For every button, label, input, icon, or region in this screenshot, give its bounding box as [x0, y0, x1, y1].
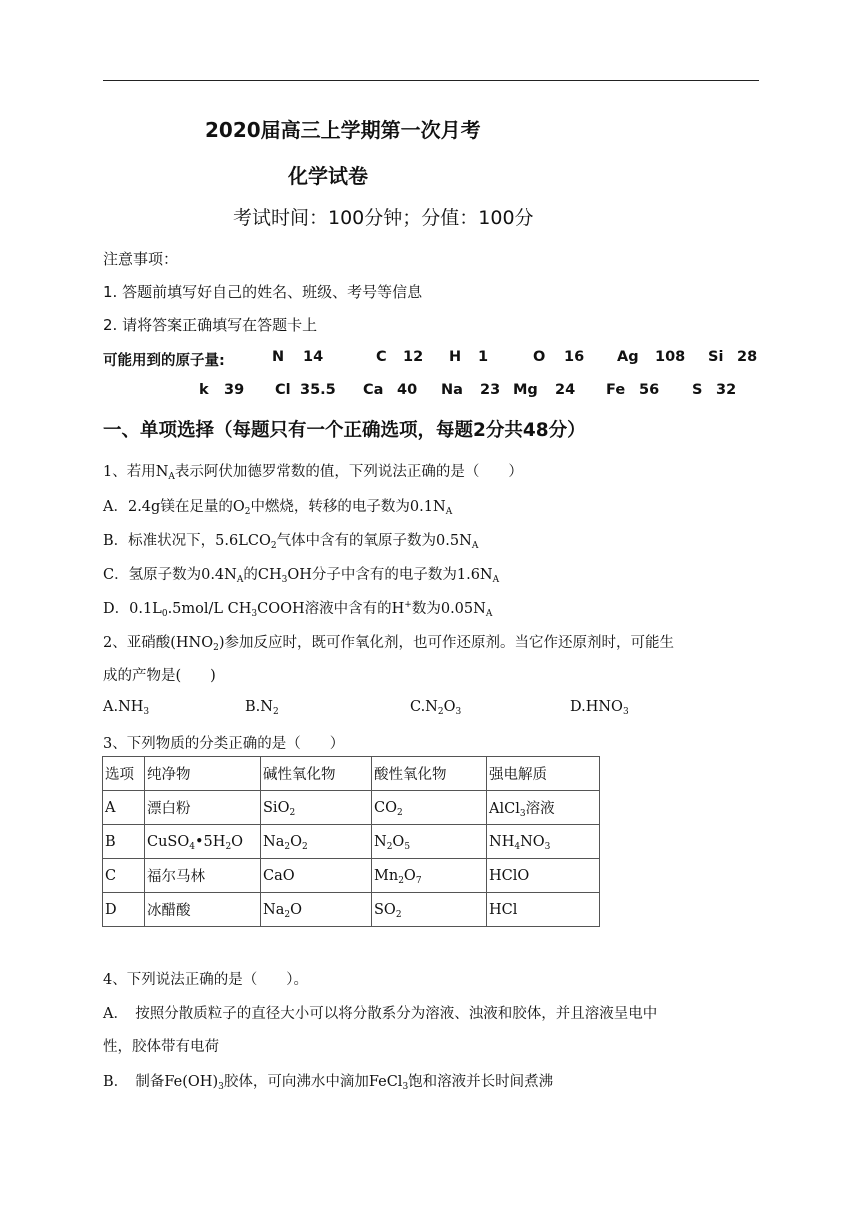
q2-stem-line1: 2、亚硝酸$(HNO_2)$参加反应时，既可作氧化剂，也可作还原剂。当它作还原剂时，可能生 — [103, 635, 674, 653]
q1-option-a: A．2.4g镁在足量的$O_2$中燃烧，转移的电子数为$0.1N_A$ — [103, 499, 453, 517]
q4-option-b: B． 制备$Fe(OH)_3$胶体，可向沸水中滴加FeCl$_3$饱和溶液并长时间煮沸 — [103, 1074, 554, 1092]
q4-option-a-line2: 性，胶体带有电荷 — [103, 1039, 219, 1055]
atomic-mass-value: 108 — [655, 349, 686, 365]
table-header-cell: 纯净物 — [145, 757, 261, 791]
atomic-mass-symbol: Na — [441, 382, 463, 398]
q1-option-d: D．$0.1L_0.5mol/L$ $CH_3COOH$溶液中含有的H+数为$0.05N_A$ — [103, 600, 493, 619]
table-cell: $Na_2O_2$ — [261, 825, 372, 859]
atomic-mass-value: 23 — [480, 382, 501, 398]
atomic-mass-value: 40 — [397, 382, 418, 398]
exam-info: 考试时间：100分钟；分值：100分 — [233, 207, 534, 229]
atomic-mass-value: 14 — [303, 349, 324, 365]
q2-stem-line2: 成的产物是( ) — [103, 668, 216, 684]
atomic-mass-value: 39 — [224, 382, 245, 398]
table-row — [103, 859, 600, 893]
atomic-mass-value: 35.5 — [300, 382, 336, 398]
table-header-cell: 碱性氧化物 — [261, 757, 372, 791]
q4-stem: 4、下列说法正确的是（ ）。 — [103, 972, 308, 988]
atomic-mass-symbol: N — [272, 349, 285, 365]
table-cell: 漂白粉 — [145, 791, 261, 825]
table-row — [103, 893, 600, 927]
atomic-mass-value: 24 — [555, 382, 576, 398]
header-rule — [103, 80, 759, 81]
atomic-mass-value: 28 — [737, 349, 758, 365]
atomic-mass-symbol: H — [449, 349, 462, 365]
table-cell: $CuSO_4•5H_2O$ — [145, 825, 261, 859]
q4-option-a-line1: A． 按照分散质粒子的直径大小可以将分散系分为溶液、浊液和胶体，并且溶液呈电中 — [103, 1006, 658, 1022]
atomic-mass-value: 16 — [564, 349, 585, 365]
q1-option-b: B．标准状况下，$5.6LCO_2$气体中含有的氧原子数为$0.5N_A$ — [103, 533, 479, 551]
q2-option-d: $D.HNO_3$ — [570, 699, 629, 717]
q2-option-c: $C.N_2O_3$ — [410, 699, 462, 717]
atomic-mass-value: 32 — [716, 382, 737, 398]
table-cell: $Na_2O$ — [261, 893, 372, 927]
q1-stem: 1、若用$N_A$表示阿伏加德罗常数的值，下列说法正确的是（ ） — [103, 464, 523, 482]
atomic-mass-symbol: S — [692, 382, 703, 398]
table-cell: HCl — [487, 893, 600, 927]
table-cell: $NH_4NO_3$ — [487, 825, 600, 859]
q3-stem: 3、下列物质的分类正确的是（ ） — [103, 736, 345, 752]
table-cell: $CO_2$ — [372, 791, 487, 825]
table-header-cell: 强电解质 — [487, 757, 600, 791]
table-cell: 冰醋酸 — [145, 893, 261, 927]
q2-option-a: $A.NH_3$ — [103, 699, 150, 717]
table-header-cell: 酸性氧化物 — [372, 757, 487, 791]
exam-title: 2020届高三上学期第一次月考 — [205, 118, 481, 142]
table-cell: CaO — [261, 859, 372, 893]
table-row — [103, 825, 600, 859]
table-cell: 福尔马林 — [145, 859, 261, 893]
atomic-mass-symbol: C — [376, 349, 387, 365]
atomic-mass-symbol: Cl — [275, 382, 291, 398]
table-cell: A — [103, 791, 145, 825]
atomic-mass-value: 1 — [478, 349, 489, 365]
table-cell: HClO — [487, 859, 600, 893]
table-cell: B — [103, 825, 145, 859]
atomic-mass-value: 12 — [403, 349, 424, 365]
atomic-mass-symbol: Mg — [513, 382, 538, 398]
atomic-mass-symbol: O — [533, 349, 546, 365]
table-cell: C — [103, 859, 145, 893]
table-header-cell: 选项 — [103, 757, 145, 791]
q2-option-b: $B.N_2$ — [245, 699, 279, 717]
table-cell: $SO_2$ — [372, 893, 487, 927]
table-row — [103, 791, 600, 825]
table-cell: D — [103, 893, 145, 927]
table-cell: AlCl$_3$溶液 — [487, 791, 600, 825]
q1-option-c: C．氢原子数为$0.4N_A$的$CH_3OH$分子中含有的电子数为$1.6N_A$ — [103, 567, 500, 585]
atomic-mass-value: 56 — [639, 382, 660, 398]
atomic-mass-symbol: Fe — [606, 382, 626, 398]
notes-item-2: 2. 请将答案正确填写在答题卡上 — [103, 316, 318, 334]
atomic-mass-symbol: Ag — [617, 349, 639, 365]
section-heading: 一、单项选择（每题只有一个正确选项，每题2分共48分） — [103, 420, 586, 441]
table-cell: $N_2O_5$ — [372, 825, 487, 859]
atomic-mass-label: 可能用到的原子量: — [103, 353, 225, 369]
table-cell: $Mn_2O_7$ — [372, 859, 487, 893]
atomic-mass-symbol: Ca — [363, 382, 384, 398]
notes-item-1: 1. 答题前填写好自己的姓名、班级、考号等信息 — [103, 283, 423, 301]
notes-heading: 注意事项： — [103, 250, 179, 268]
atomic-mass-symbol: k — [199, 382, 209, 398]
classification-table — [102, 756, 600, 927]
table-cell: SiO$_2$ — [261, 791, 372, 825]
table-header-row — [103, 757, 600, 791]
exam-subject: 化学试卷 — [288, 164, 368, 188]
atomic-mass-symbol: Si — [708, 349, 724, 365]
